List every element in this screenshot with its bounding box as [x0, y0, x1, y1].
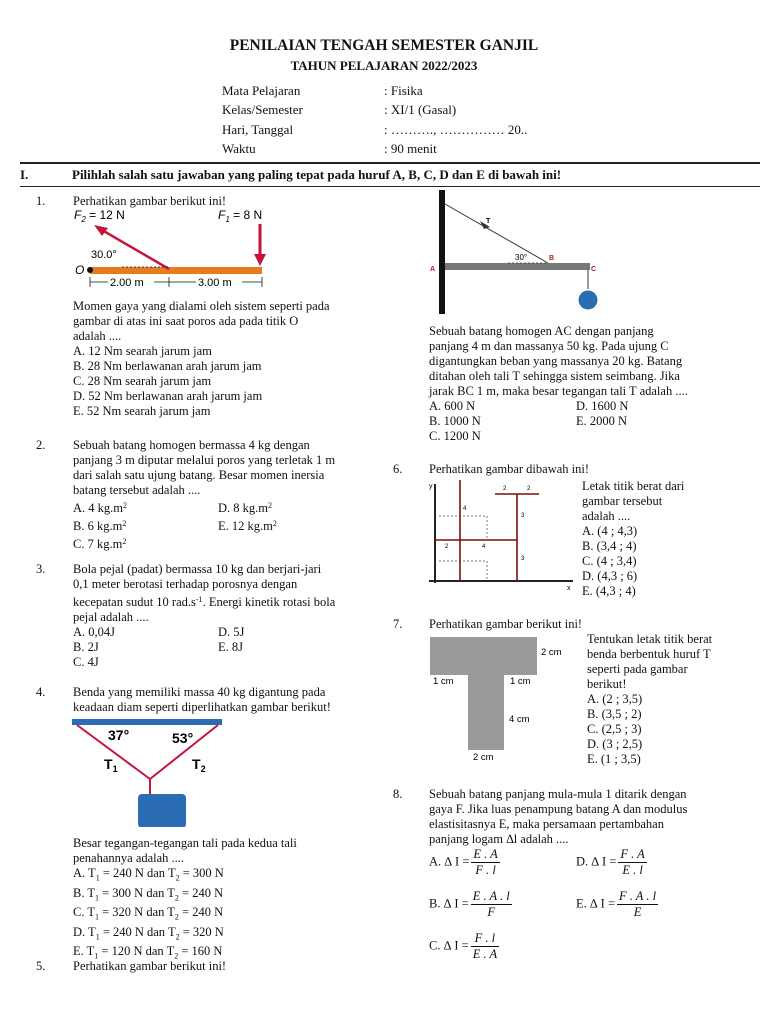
- q3-text-line: 0,1 meter berotasi terhadap porosnya dengan: [73, 577, 298, 591]
- q6-option-b[interactable]: B. (3,4 ; 4): [582, 539, 637, 553]
- meta-label: Mata Pelajaran: [222, 83, 301, 98]
- q8-number: 8.: [393, 787, 403, 801]
- q5-angle-label: 30°: [515, 253, 528, 262]
- q6-text-line: Letak titik berat dari: [582, 479, 685, 493]
- q4-text-line: penahannya adalah ....: [73, 851, 185, 865]
- q6-label: 2: [503, 486, 507, 492]
- q4-t1-label: $T_1$: [104, 756, 118, 774]
- meta-time: [222, 141, 437, 157]
- q5-weight: [579, 291, 598, 310]
- q3-text-line: Bola pejal (padat) bermassa 10 kg dan berjari-jari: [73, 562, 322, 576]
- q1-d2-label: 3.00 m: [198, 277, 232, 289]
- q4-figure: [72, 717, 232, 827]
- q5-beam: [445, 263, 590, 270]
- q5-options-row: [429, 399, 688, 414]
- q1-f1-label: $F_1 = 8$ N: [218, 208, 263, 224]
- q6-y-label: y: [429, 483, 433, 490]
- q1-prompt: Perhatikan gambar berikut ini!: [73, 194, 227, 208]
- q5-option-d[interactable]: D. 1600 N: [576, 399, 629, 413]
- q7-text-line: benda berbentuk huruf T: [587, 647, 711, 661]
- q5-t-label: T: [486, 218, 491, 225]
- q2-text-line: Sebuah batang homogen bermassa 4 kg dengan: [73, 438, 310, 452]
- section-instruction: Pilihlah salah satu jawaban yang paling tepat pada huruf A, B, C, D dan E di bawah ini!: [72, 167, 562, 182]
- meta-label: Hari, Tanggal: [222, 122, 294, 137]
- q7-option-e[interactable]: E. (1 ; 3,5): [587, 752, 641, 766]
- q2-option-c[interactable]: C. 7 $kg.m^2$: [73, 537, 127, 551]
- q1-origin-label: O: [75, 263, 85, 277]
- divider-top: [20, 162, 760, 164]
- q6-label: 3: [521, 556, 525, 562]
- q8-text-line: Sebuah batang panjang mula-mula 1 ditarik dengan: [429, 787, 687, 801]
- q4-option-e[interactable]: E. $T_1 = 120$ N dan $T_2 = 160$ N: [73, 944, 223, 961]
- q5-text-line: jarak BC 1 m, maka besar tegangan tali T adalah ....: [429, 384, 688, 398]
- q5-prompt: Perhatikan gambar berikut ini!: [73, 959, 227, 973]
- q3-options-row: [73, 640, 335, 655]
- q1-number: 1.: [36, 194, 46, 208]
- q6-figure: [427, 476, 577, 596]
- q5-text-line: ditahan oleh tali T sehingga sistem seimbang. Jika: [429, 369, 680, 383]
- q5-text-line: Sebuah batang homogen AC dengan panjang: [429, 324, 654, 338]
- section-heading: [20, 167, 561, 183]
- q8-fraction: $\frac{F . l}{E . A}$: [472, 931, 498, 961]
- q7-figure: [428, 635, 578, 765]
- divider-bottom: [20, 186, 760, 187]
- q1-body: [73, 299, 330, 419]
- q1-option-a[interactable]: A. 12 Nm searah jarum jam: [73, 344, 212, 358]
- q3-text-line: pejal adalah ....: [73, 610, 149, 624]
- q4-angle-1: 37°: [108, 727, 130, 743]
- q7-option-d[interactable]: D. (3 ; 2,5): [587, 737, 643, 751]
- q6-label: 3: [521, 513, 525, 519]
- q7-option-a[interactable]: A. (2 ; 3,5): [587, 692, 643, 706]
- q4-option-a[interactable]: A. $T_1 = 240$ N dan $T_2 = 300$ N: [73, 866, 224, 883]
- q3-option-a[interactable]: A. 0,04J: [73, 625, 116, 639]
- q8-fraction: $\frac{E . A}{F . l}$: [473, 847, 498, 877]
- q5-option-b[interactable]: B. 1000 N: [429, 414, 481, 428]
- q8-text-line: gaya F. Jika luas penampung batang A dan modulus: [429, 802, 688, 816]
- q8-fraction: $\frac{F . A . l}{E}$: [619, 889, 657, 919]
- q4-intro: [73, 685, 331, 715]
- q2-number: 2.: [36, 438, 46, 452]
- q2-option-a[interactable]: A. 4 $kg.m^2$: [73, 501, 127, 515]
- q7-t-shape: [430, 637, 537, 750]
- q8-fraction: $\frac{E . A . l}{F}$: [472, 889, 510, 919]
- q7-option-b[interactable]: B. (3,5 ; 2): [587, 707, 642, 721]
- q5-options-row: [429, 414, 688, 429]
- q2-text-line: dari salah satu ujung batang. Besar momen inersia: [73, 468, 325, 482]
- q1-text-line: Momen gaya yang dialami oleh sistem seperti pada: [73, 299, 330, 313]
- q1-f2-arrowhead: [94, 225, 108, 236]
- q4-angle-2: 53°: [172, 730, 194, 746]
- q7-label-bottom: 2 cm: [473, 752, 494, 763]
- q1-option-d[interactable]: D. 52 Nm berlawanan arah jarum jam: [73, 389, 263, 403]
- q3-option-d[interactable]: D. 5J: [218, 625, 245, 639]
- q1-option-e[interactable]: E. 52 Nm searah jarum jam: [73, 404, 211, 418]
- q6-option-e[interactable]: E. (4,3 ; 4): [582, 584, 636, 598]
- meta-class: [222, 102, 456, 118]
- q8-body: [429, 787, 687, 847]
- q6-option-d[interactable]: D. (4,3 ; 6): [582, 569, 638, 583]
- meta-subject: [222, 83, 423, 99]
- q5-wall: [439, 190, 445, 314]
- q4-ceiling: [72, 719, 222, 725]
- q6-text-line: adalah ....: [582, 509, 631, 523]
- q1-f2-label: $F_2 = 12$ N: [74, 208, 125, 224]
- q5-c-label: C: [591, 266, 597, 273]
- q3-option-e[interactable]: E. 8J: [218, 640, 243, 654]
- q5-number: 5.: [36, 959, 46, 973]
- section-number: I.: [20, 167, 29, 182]
- q7-option-c[interactable]: C. (2,5 ; 3): [587, 722, 642, 736]
- meta-value: : 90 menit: [384, 141, 437, 156]
- q2-options-row: [73, 498, 335, 516]
- q8-option-c[interactable]: C. ∆ I = $\frac{F . l}{E . A}$: [429, 931, 498, 961]
- q1-angle-label: 30.0°: [91, 249, 117, 261]
- q5-option-c[interactable]: C. 1200 N: [429, 429, 481, 443]
- q1-text-line: adalah ....: [73, 329, 122, 343]
- q8-option-e[interactable]: E. ∆ I = $\frac{F . A . l}{E}$: [576, 889, 657, 919]
- meta-label: Waktu: [222, 141, 256, 156]
- meta-date: [222, 122, 527, 138]
- q6-label: 2: [445, 544, 449, 550]
- q7-label-mid: 4 cm: [509, 714, 530, 725]
- q1-option-b[interactable]: B. 28 Nm berlawanan arah jarum jam: [73, 359, 262, 373]
- q7-label-left: 1 cm: [433, 676, 454, 687]
- q5-rope: [445, 204, 548, 263]
- meta-value: : ………., …………… 20..: [384, 122, 528, 137]
- q5-text-line: digantungkan beban yang massanya 20 kg. Batang: [429, 354, 683, 368]
- q4-weight: [138, 794, 186, 827]
- q6-text-line: gambar tersebut: [582, 494, 663, 508]
- q8-text-line: panjang logam ∆l adalah ....: [429, 832, 569, 846]
- q5-b-label: B: [549, 255, 555, 262]
- meta-label: Kelas/Semester: [222, 102, 303, 117]
- q4-text-line: Benda yang memiliki massa 40 kg digantung pada: [73, 685, 326, 699]
- q6-option-a[interactable]: A. (4 ; 4,3): [582, 524, 638, 538]
- q4-text-line: keadaan diam seperti diperlihatkan gambar berikut!: [73, 700, 331, 714]
- q6-label: 2: [527, 486, 531, 492]
- q1-rod: [90, 267, 262, 274]
- meta-value: : XI/1 (Gasal): [384, 102, 457, 117]
- q6-number: 6.: [393, 462, 403, 476]
- q7-text-line: seperti pada gambar: [587, 662, 688, 676]
- q6-label: 4: [463, 506, 467, 512]
- q7-body: [587, 632, 712, 767]
- q2-option-e[interactable]: E. 12 $kg.m^2$: [218, 519, 277, 533]
- q3-number: 3.: [36, 562, 46, 576]
- q6-x-label: x: [567, 585, 571, 592]
- q6-prompt: Perhatikan gambar dibawah ini!: [429, 462, 590, 476]
- q4-t2-label: $T_2$: [192, 756, 206, 774]
- q1-d1-label: 2.00 m: [110, 277, 144, 289]
- q8-option-b[interactable]: B. ∆ I = $\frac{E . A . l}{F}$: [429, 889, 510, 919]
- q4-option-c[interactable]: C. $T_1 = 320$ N dan $T_2 = 240$ N: [73, 905, 224, 922]
- q4-body: [73, 836, 297, 964]
- q2-text-line: batang tersebut adalah ....: [73, 483, 201, 497]
- q7-number: 7.: [393, 617, 403, 631]
- q5-text-line: panjang 4 m dan massanya 50 kg. Pada ujung C: [429, 339, 669, 353]
- q1-f1-arrowhead: [254, 254, 266, 266]
- q4-text-line: Besar tegangan-tegangan tali pada kedua tali: [73, 836, 297, 850]
- q8-fraction: $\frac{F . A}{E . l}$: [620, 847, 645, 877]
- q2-options-row: [73, 516, 335, 534]
- q6-label: 4: [482, 544, 486, 550]
- q2-text-line: panjang 3 m diputar melalui poros yang terletak 1 m: [73, 453, 336, 467]
- q2-option-b[interactable]: B. 6 $kg.m^2$: [73, 519, 127, 533]
- q6-option-c[interactable]: C. (4 ; 3,4): [582, 554, 637, 568]
- q2-option-d[interactable]: D. 8 $kg.m^2$: [218, 501, 272, 515]
- q8-text-line: elastisitasnya E, maka persamaan pertambahan: [429, 817, 664, 831]
- q1-pivot: [87, 267, 93, 273]
- q1-figure: [72, 208, 272, 294]
- q7-label-top: 2 cm: [541, 647, 562, 658]
- q7-text-line: Tentukan letak titik berat: [587, 632, 713, 646]
- q3-option-b[interactable]: B. 2J: [73, 640, 99, 654]
- q1-text-line: gambar di atas ini saat poros ada pada titik O: [73, 314, 299, 328]
- q3-text-line: kecepatan sudut 10 $rad.s^{-1}$. Energi kinetik rotasi bola: [73, 595, 336, 609]
- q3-body: [73, 562, 335, 670]
- q2-body: [73, 438, 335, 552]
- q6-body: [582, 479, 684, 599]
- q5-body: [429, 324, 688, 444]
- q4-option-d[interactable]: D. $T_1 = 240$ N dan $T_2 = 320$ N: [73, 924, 224, 941]
- q5-option-a[interactable]: A. 600 N: [429, 399, 476, 413]
- q4-option-b[interactable]: B. $T_1 = 300$ N dan $T_2 = 240$ N: [73, 885, 224, 902]
- q7-text-line: berikut!: [587, 677, 627, 691]
- q4-number: 4.: [36, 685, 46, 699]
- q7-label-right: 1 cm: [510, 676, 531, 687]
- page-subtitle: TAHUN PELAJARAN 2022/2023: [290, 58, 478, 73]
- q5-option-e[interactable]: E. 2000 N: [576, 414, 628, 428]
- q8-option-a[interactable]: A. ∆ I = $\frac{E . A}{F . l}$: [429, 847, 498, 877]
- page-title: PENILAIAN TENGAH SEMESTER GANJIL: [229, 37, 539, 54]
- q3-options-row: [73, 625, 335, 640]
- meta-value: : Fisika: [384, 83, 423, 98]
- q3-option-c[interactable]: C. 4J: [73, 655, 99, 669]
- q7-prompt: Perhatikan gambar berikut ini!: [429, 617, 583, 631]
- q1-option-c[interactable]: C. 28 Nm searah jarum jam: [73, 374, 212, 388]
- q5-a-label: A: [430, 266, 436, 273]
- q8-option-d[interactable]: D. ∆ I = $\frac{F . A}{E . l}$: [576, 847, 645, 877]
- q5-figure: [428, 190, 618, 318]
